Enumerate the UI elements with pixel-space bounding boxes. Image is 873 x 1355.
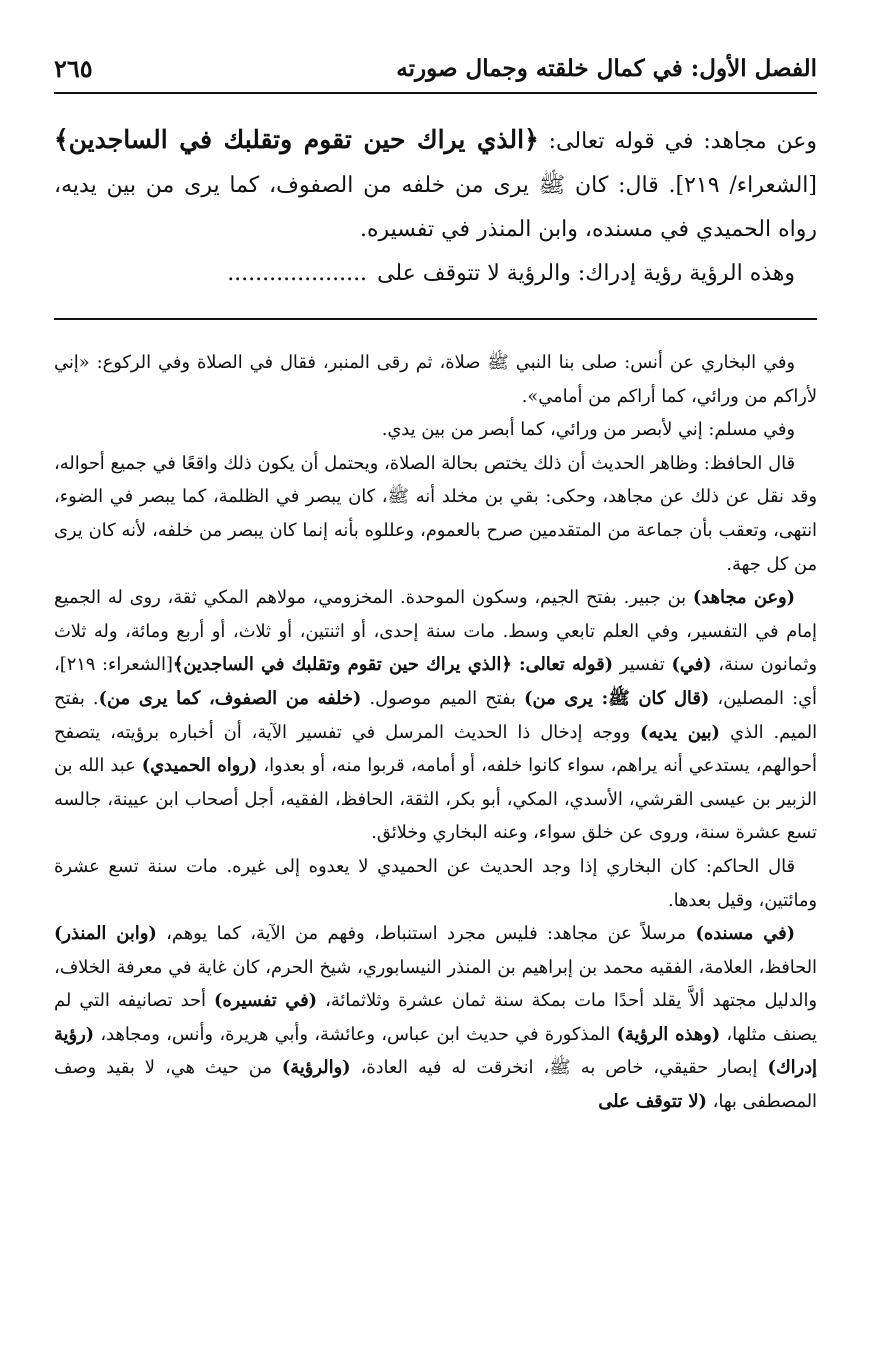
text-run: [الشعراء/ ٢١٩]. قال: كان ﷺ يرى من خلفه من الصفوف، كما يرى من بين يديه، رواه الحميدي في مسنده، وابن المنذر في تفسيره. [54, 173, 817, 242]
commentary-paragraph [54, 413, 817, 447]
text-run: . بفتح الميم. الذي [54, 687, 818, 743]
page-number: ٢٦٥ [54, 53, 93, 83]
commentary-paragraph [54, 581, 817, 850]
quoted-phrase: (وعن مجاهد) [692, 587, 795, 609]
commentary-paragraph [54, 346, 817, 413]
main-text-paragraph [54, 118, 817, 252]
main-text-paragraph [54, 252, 817, 296]
quoted-phrase: (في تفسيره) [213, 990, 318, 1012]
quoted-phrase: (خلفه من الصفوف، كما يرى من) [98, 687, 362, 709]
text-run: عبد الله بن الزبير بن عيسى القرشي، الأسدي، المكي، أبو بكر، الثقة، الحافظ، الفقيه، أجل أصحاب ابن عيينة، جالسه تسع عشرة سنة، وروى عن خلق سواء، وعنه البخاري وخلائق. [54, 755, 817, 844]
text-run: وفي البخاري عن أنس: صلى بنا النبي ﷺ صلاة، ثم رقى المنبر، فقال في الصلاة وفي الركوع: «إني لأراكم من ورائي، كما أراكم من أمامي». [54, 352, 817, 407]
quoted-phrase: (وابن المنذر) [54, 923, 157, 945]
quoted-phrase: (في) [671, 654, 712, 676]
text-run: بفتح الميم موصول. [361, 687, 525, 709]
chapter-title: الفصل الأول: في كمال خلقته وجمال صورته [396, 54, 817, 82]
quoted-phrase: (بين يديه) [640, 721, 720, 743]
text-run: الحافظ، العلامة، الفقيه محمد بن إبراهيم بن المنذر النيسابوري، شيخ الحرم، كان غاية في معرفة الخلاف، والدليل مجتهد ألاَّ يقلد أحدًا مات بمكة سنة ثمان عشرة وثلاثمائة، [54, 956, 817, 1012]
quoted-phrase: (قال كان ﷺ: يرى من) [524, 687, 710, 709]
commentary-paragraph [54, 850, 817, 917]
running-header [54, 44, 817, 94]
text-run: مرسلاً عن مجاهد: فليس مجرد استنباط، وفهم من الآية، كما يوهم، [156, 923, 696, 945]
text-run: إبصار حقيقي، خاص به ﷺ، انخرقت له فيه العادة، [350, 1057, 768, 1079]
quoted-phrase: (رواه الحميدي) [141, 755, 258, 777]
quoted-phrase: (وهذه الرؤية) [616, 1023, 721, 1045]
commentary-text [54, 346, 817, 1119]
text-run: [الشعراء: ٢١٩]، أي: المصلين، [54, 654, 817, 709]
text-run: وهذه الرؤية رؤية إدراك: والرؤية لا تتوقف على [377, 261, 795, 286]
quoted-phrase: (لا تتوقف على [598, 1091, 707, 1113]
quoted-phrase: (والرؤية) [281, 1057, 351, 1079]
quran-verse: ﴿الذي يراك حين تقوم وتقلبك في الساجدين﴾ [54, 125, 539, 154]
commentary-paragraph [54, 917, 817, 1119]
text-run: وفي مسلم: إني لأبصر من ورائي، كما أبصر من بين يدي. [381, 419, 795, 441]
text-run: بن جبير. بفتح الجيم، وسكون الموحدة. المخزومي، مولاهم المكي ثقة، روى له الجميع إمام في التفسير، وفي العلم تابعي وسط. مات سنة إحدى، أو اثنتين، أو ثلاث، أو أربع ومائة، وله ثلاث وثمانون سنة، [54, 587, 817, 676]
text-divider-line [54, 318, 817, 320]
quoted-phrase: (قوله تعالى: ﴿الذي يراك حين تقوم وتقلبك في الساجدين﴾ [172, 654, 614, 676]
main-text [54, 118, 817, 296]
commentary-paragraph [54, 447, 817, 581]
text-run: قال الحافظ: وظاهر الحديث أن ذلك يختص بحالة الصلاة، ويحتمل أن يكون ذلك واقعًا في جميع أحواله، وقد نقل عن ذلك عن مجاهد، وحكى: بقي بن مخلد أنه ﷺ، كان يبصر في الظلمة، كما يبصر في الضوء، انتهى، وتعقب بأن جماعة من المتقدمين صرح بالعموم، وعللوه بأنه إنما كان يبصر من خلفه، لأنه كان يرى من كل جهة. [54, 452, 817, 575]
text-run: تفسير [613, 654, 672, 676]
text-run: من حيث هي، لا بقيد وصف المصطفى بها، [54, 1057, 817, 1113]
quoted-phrase: (رؤية إدراك) [54, 1023, 817, 1079]
text-run: وعن مجاهد: في قوله تعالى: [538, 129, 817, 154]
text-run: أحد تصانيفه التي لم يصنف مثلها، [54, 990, 818, 1045]
continuation-dots: .................... [227, 261, 368, 286]
text-run: قال الحاكم: كان البخاري إذا وجد الحديث عن الحميدي لا يعدوه إلى غيره. مات سنة تسع عشرة ومائتين، وقيل بعدها. [54, 855, 817, 911]
text-run: ووجه إدخال ذا الحديث المرسل في تفسير الآية، أن أخباره برؤيته، يتصفح أحوالهم، يستدعي أنه يراهم، سواء كانوا خلفه، أو أمامه، قربوا منه، أو بعدوا، [54, 721, 817, 777]
quoted-phrase: (في مسنده) [695, 923, 795, 945]
text-run: المذكورة في حديث ابن عباس، وعائشة، وأبي هريرة، وأنس، ومجاهد، [94, 1023, 617, 1045]
